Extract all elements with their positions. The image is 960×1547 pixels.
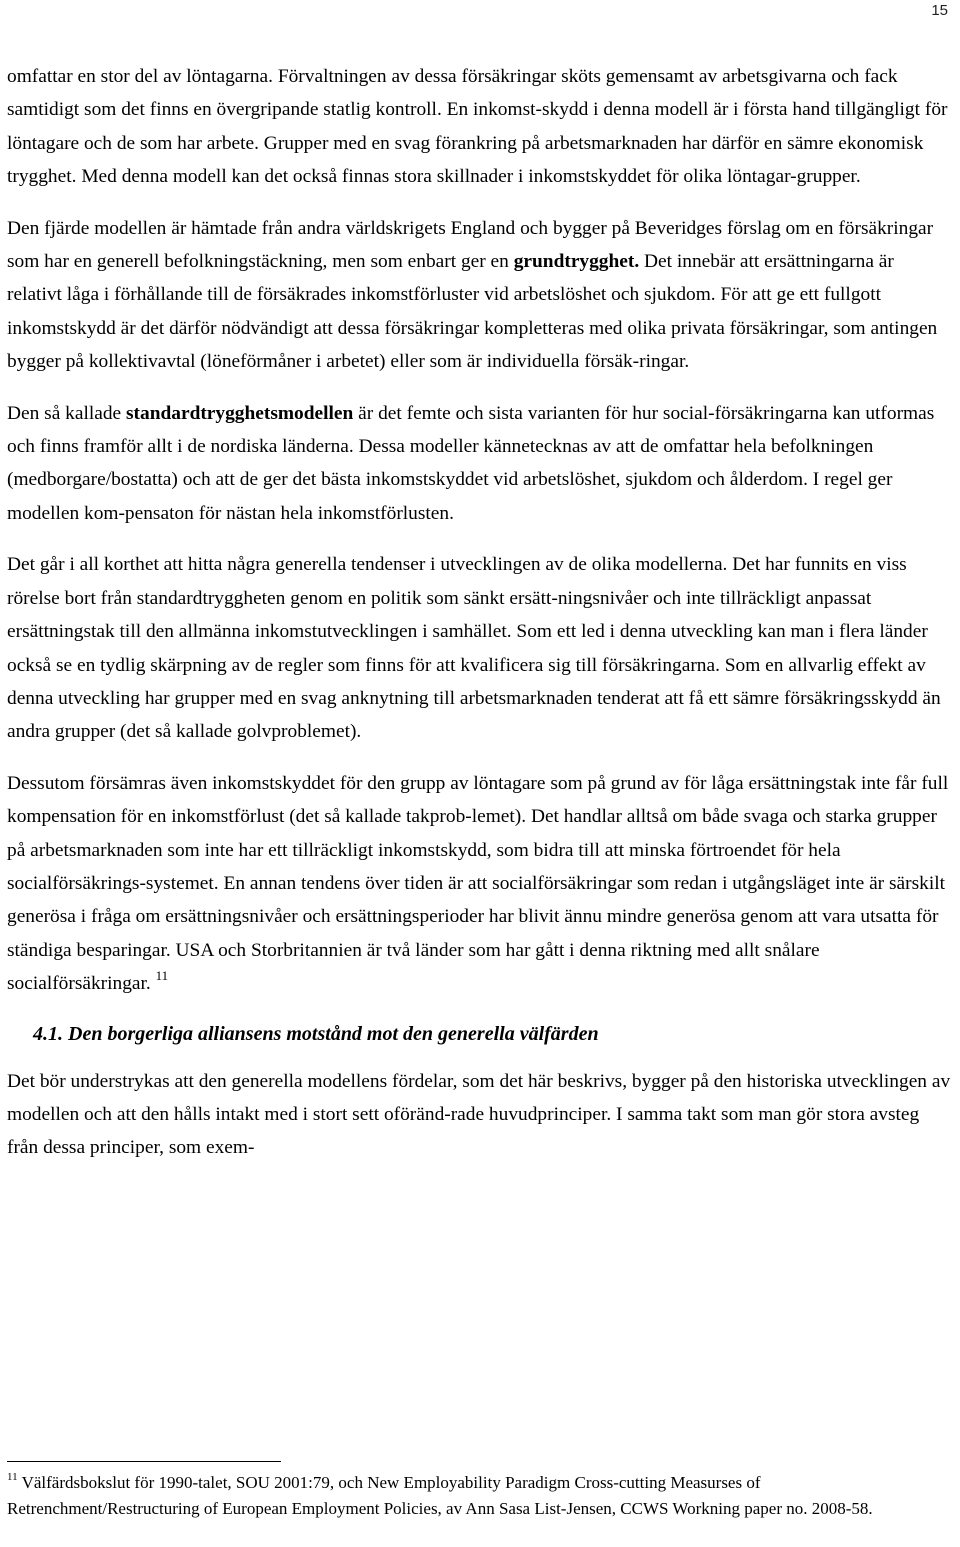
paragraph-6: Det bör understrykas att den generella modellens fördelar, som det här beskrivs, bygger på den historiska utvecklingen av modellen och att den hålls intakt med i stort sett oföränd-rade huvudprinciper. I samma takt som man gör stora avsteg från dessa principer, som exem- — [7, 1070, 951, 1159]
footnote-divider — [7, 1461, 281, 1462]
document-body — [7, 60, 953, 1183]
term-grundtrygghet: grundtrygghet. — [513, 251, 640, 273]
term-standardtrygghetsmodellen: standardtrygghetsmodellen — [126, 402, 354, 424]
paragraph-3-text-start: Den så kallade — [7, 402, 126, 424]
paragraph-2 — [7, 212, 953, 379]
footnote — [7, 1470, 953, 1522]
footnote-number: 11 — [7, 1471, 18, 1483]
paragraph-2-text-start: Den fjärde modellen är hämtade från andra världskrigets England och bygger på Beveridges förslag om en försäkringar som har en generell befolkningstäckning, men som enbart ger en — [7, 217, 934, 273]
paragraph-2-text-end: Det innebär att ersättningarna är relativt låga i förhållande till de försäkrades inkomstförluster vid arbetslöshet och sjukdom. För att ge ett fullgott inkomstskydd är det därför nödvändigt att dessa försäkringar kompletteras med olika privata försäkringar, som antingen bygger på kollektivavtal (löneförmåner i arbetet) eller som är individuella försäk-ringar. — [7, 251, 938, 373]
paragraph-4: Det går i all korthet att hitta några generella tendenser i utvecklingen av de olika modellerna. Det har funnits en viss rörelse bort från standardtryggheten genom en politik som sänkt ersätt-ningsnivåer och inte tillräckligt anpassat ersättningstak till den allmänna inkomstutvecklingen i samhället. Som ett led i denna utveckling kan man i flera länder också se en tydlig skärpning av de regler som finns för att kvalificera sig till försäkringarna. Som en allvarlig effekt av denna utveckling har grupper med en svag anknytning till arbetsmarknaden tenderat att få ett sämre försäkringsskydd än andra grupper (det så kallade golvproblemet). — [7, 554, 941, 743]
footnote-text: Välfärdsbokslut för 1990-talet, SOU 2001:79, och New Employability Paradigm Cross-cutting Measurses of Retrenchment/Restructuring of European Employment Policies, av Ann Sasa List-Jensen, CCWS Workning paper no. 2008-58. — [7, 1473, 873, 1518]
paragraph-5-text: Dessutom försämras även inkomstskyddet för den grupp av löntagare som på grund av för låga ersättningstak inte får full kompensation för en inkomstförlust (det så kallade takprob-lemet). Det handlar alltså om både svaga och starka grupper på arbetsmarknaden som inte har ett tillräckligt inkomstskydd, som bidra till att minska förtroendet för hela socialförsäkrings-systemet. En annan tendens över tiden är att socialförsäkringar som redan i utgångsläget inte är särskilt generösa i fråga om ersättningsnivåer och ersättningsperioder har blivit ännu mindre generösa genom att vara utsatta för ständiga besparingar. USA och Storbritannien är två länder som har gått i denna riktning med allt snålare socialförsäkringar. — [7, 772, 949, 995]
section-heading: 4.1. Den borgerliga alliansens motstånd mot den generella välfärden — [33, 1022, 599, 1045]
paragraph-5 — [7, 767, 953, 1001]
footnote-reference[interactable]: 11 — [155, 968, 169, 984]
page-number: 15 — [931, 2, 948, 19]
paragraph-3 — [7, 397, 953, 531]
paragraph-1: omfattar en stor del av löntagarna. Förvaltningen av dessa försäkringar sköts gemensamt av arbetsgivarna och fack samtidigt som det finns en övergripande statlig kontroll. En inkomst-skydd i denna modell är i första hand tillgängligt för löntagare och de som har arbete. Grupper med en svag förankring på arbetsmarknaden har därför en sämre ekonomisk trygghet. Med denna modell kan det också finnas stora skillnader i inkomstskyddet för olika löntagar-grupper. — [7, 66, 948, 188]
paragraph-3-text-end: är det femte och sista varianten för hur social-försäkringarna kan utformas och finns framför allt i de nordiska länderna. Dessa modeller kännetecknas av att de omfattar hela befolkningen (medborgare/bostatta) och att de ger det bästa inkomstskyddet vid arbetslöshet, sjukdom och ålderdom. I regel ger modellen kom-pensaton för nästan hela inkomstförlusten. — [7, 402, 935, 524]
